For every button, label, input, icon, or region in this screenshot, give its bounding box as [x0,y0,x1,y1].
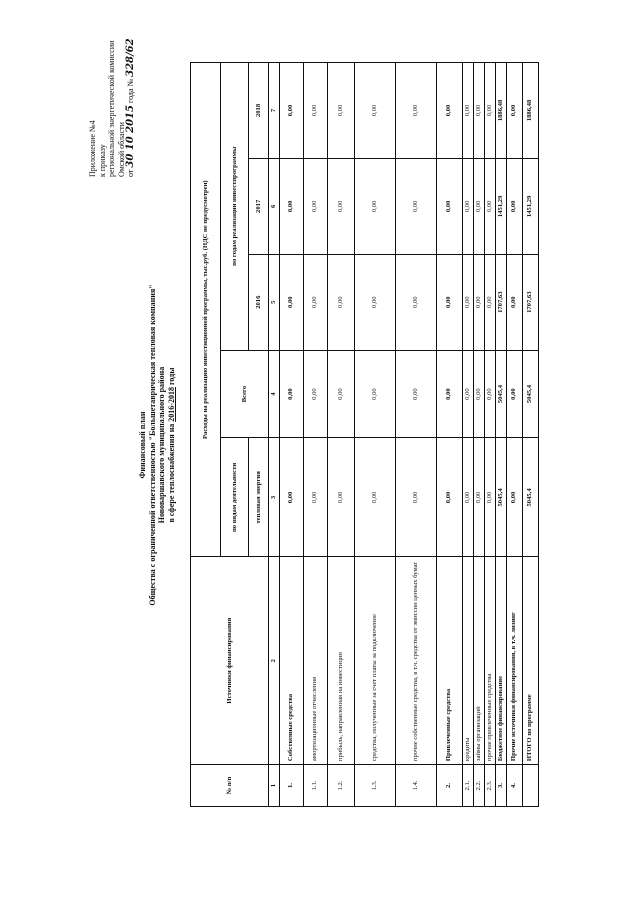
row-value: 1451,29 [522,158,538,254]
row-value: 1707,63 [495,254,506,350]
row-value: 0,00 [484,158,495,254]
row-value: 0,00 [327,438,354,557]
row-source-name: Собственные средства [279,557,303,765]
row-number: 4. [506,765,522,807]
column-number: 1 [269,765,280,807]
header-year: 2017 [249,158,269,254]
row-value: 0,00 [436,158,462,254]
table-row [303,63,327,807]
row-value: 0,00 [354,63,395,159]
row-value: 0,00 [303,254,327,350]
row-value: 0,00 [279,438,303,557]
row-value: 0,00 [473,350,484,438]
header-year: 2016 [249,254,269,350]
row-value: 0,00 [473,438,484,557]
table-row [327,63,354,807]
header-by-activity: по видам деятельности [221,438,249,557]
heading-period-suffix: годы [166,367,176,388]
row-source-name: амортизационные отчисления [303,557,327,765]
row-value: 0,00 [279,350,303,438]
row-value: 0,00 [303,350,327,438]
row-value: 0,00 [436,254,462,350]
row-value: 5045,4 [522,438,538,557]
appendix-block [88,38,136,177]
table-row [506,63,522,807]
row-value: 0,00 [354,438,395,557]
row-number: 2.1. [462,765,473,807]
heading-company: Общества с ограниченной ответственностью "Большетаврическая тепловая компания" [147,284,157,606]
financial-plan-table [190,62,539,807]
row-value: 0,00 [395,438,436,557]
order-reference [126,38,136,177]
row-value: 5045,4 [495,350,506,438]
heading-period [167,145,177,745]
row-source-name: кредиты [462,557,473,765]
row-value: 0,00 [506,63,522,159]
heading-period-prefix: в сфере теплоснабжения на [166,421,176,523]
row-value: 0,00 [327,254,354,350]
table-row [354,63,395,807]
row-source-name: Бюджетное финансирование [495,557,506,765]
table-row [436,63,462,807]
header-num: № п/п [191,765,269,807]
row-value: 0,00 [473,158,484,254]
row-number: 2. [436,765,462,807]
row-number: 3. [495,765,506,807]
table-row [395,63,436,807]
row-value: 0,00 [395,158,436,254]
row-value: 0,00 [484,254,495,350]
row-value: 5045,4 [522,350,538,438]
heading-district: Нововаршавского муниципального района [157,366,166,524]
table-row [495,63,506,807]
appendix-line: Омской области [116,122,126,177]
row-value: 0,00 [462,254,473,350]
row-value: 0,00 [354,254,395,350]
column-number: 6 [269,158,280,254]
row-value: 0,00 [303,158,327,254]
table-row [473,63,484,807]
row-source-name: займы организаций [473,557,484,765]
table-row [462,63,473,807]
row-value: 0,00 [484,350,495,438]
row-value: 5045,4 [495,438,506,557]
row-value: 1451,29 [495,158,506,254]
row-number: 2.2. [473,765,484,807]
table-row [279,63,303,807]
row-value: 1886,48 [495,63,506,159]
row-value: 0,00 [473,63,484,159]
row-value: 0,00 [462,158,473,254]
row-value: 0,00 [327,350,354,438]
row-value: 1707,63 [522,254,538,350]
header-source: Источники финансирования [191,557,269,765]
row-number: 1.1. [303,765,327,807]
column-number: 7 [269,63,280,159]
row-value: 0,00 [462,438,473,557]
row-value: 0,00 [303,438,327,557]
row-source-name: прибыль, направленная на инвестиции [327,557,354,765]
table-row [522,63,538,807]
row-value: 0,00 [436,438,462,557]
row-value: 0,00 [473,254,484,350]
order-date: 30 10 2015 [125,104,136,168]
row-number: 1.3. [354,765,395,807]
row-source-name: прочие собственные средства, в т.ч. средства от эмиссии ценных бумаг [395,557,436,765]
row-value: 0,00 [506,350,522,438]
header-heat-energy: тепловая энергия [249,438,269,557]
row-value: 0,00 [395,350,436,438]
row-source-name: прочие привлеченные средства [484,557,495,765]
order-number: 328/62 [125,38,136,77]
row-value: 0,00 [506,438,522,557]
column-number: 4 [269,350,280,438]
row-value: 0,00 [462,63,473,159]
appendix-line: к приказу [97,144,107,177]
row-source-name: Прочие источники финансирования, в т.ч. лизинг [506,557,522,765]
row-value: 0,00 [506,254,522,350]
column-number: 3 [269,438,280,557]
row-value: 0,00 [395,63,436,159]
row-value: 0,00 [395,254,436,350]
order-number-label: года № [126,78,135,103]
table-row [484,63,495,807]
row-value: 0,00 [354,350,395,438]
row-value: 0,00 [327,63,354,159]
row-number: 2.3. [484,765,495,807]
row-value: 0,00 [303,63,327,159]
table-body [279,63,538,807]
row-source-name: ИТОГО по программе [522,557,538,765]
header-expenses: Расходы на реализацию инвестиционной программы, тыс.руб. (НДС не предусмотрен) [191,63,221,557]
row-value: 0,00 [484,63,495,159]
column-number: 2 [269,557,280,765]
row-value: 0,00 [354,158,395,254]
row-number: 1.2. [327,765,354,807]
heading-period-years: 2016-2018 [166,387,176,422]
appendix-line: Приложение №4 [88,120,97,177]
row-value: 0,00 [327,158,354,254]
appendix-line: региональной энергетической комиссии [107,40,116,177]
header-total: Всего [221,350,269,438]
row-number: 1. [279,765,303,807]
heading-title: Финансовый план [138,411,147,479]
row-value: 0,00 [484,438,495,557]
row-source-name: средства, полученные за счет платы за подключение [354,557,395,765]
document-heading [138,145,176,745]
header-by-years: по годам реализации инвестпрограммы [221,63,249,351]
header-year: 2018 [249,63,269,159]
row-number [522,765,538,807]
row-value: 0,00 [436,350,462,438]
row-value: 0,00 [279,254,303,350]
row-value: 0,00 [279,158,303,254]
row-value: 0,00 [436,63,462,159]
row-value: 1886,48 [522,63,538,159]
row-value: 0,00 [279,63,303,159]
column-number: 5 [269,254,280,350]
row-value: 0,00 [506,158,522,254]
row-number: 1.4. [395,765,436,807]
order-from-label: от [126,169,135,177]
row-value: 0,00 [462,350,473,438]
row-source-name: Привлеченные средства [436,557,462,765]
